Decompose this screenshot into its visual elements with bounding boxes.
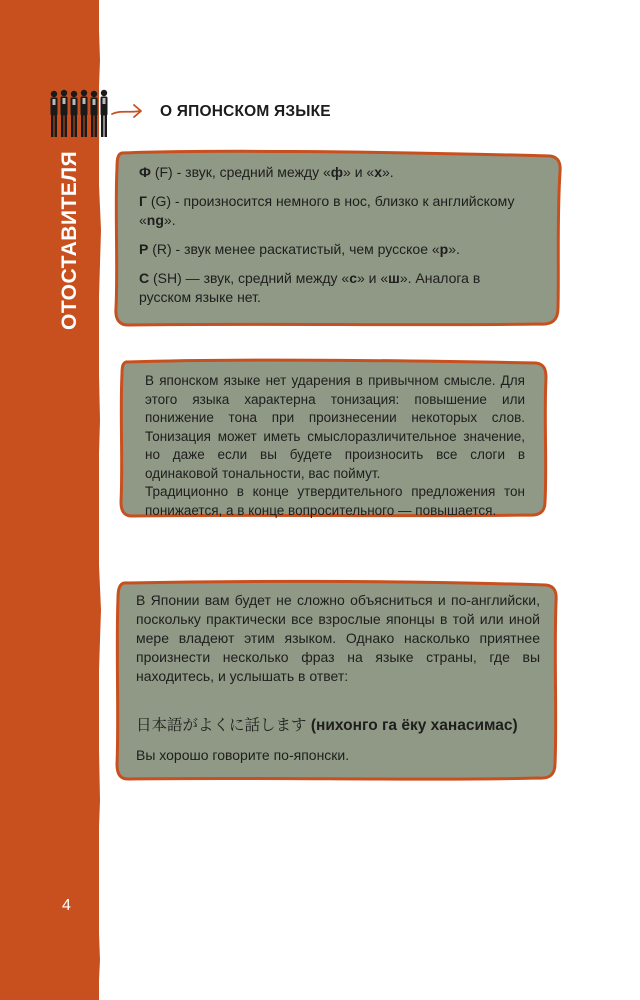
sound-sh: С (SH) — звук, средний между «с» и «ш». Аналога в русском языке нет. (139, 270, 481, 305)
sounds-card (112, 148, 564, 330)
side-band-edge (0, 0, 110, 1000)
sound-r: Р (R) - звук менее раскатистый, чем русское «р». (139, 241, 460, 257)
stress-paragraph: В японском языке нет ударения в привычном смысле. Для этого языка характерна тонизация: повышение или понижение тона при произнесении некоторых слов. Тонизация может иметь смыслоразличительное значение, но даже если вы будете произносить все слоги в одинаковой тональности, вас поймут. (145, 373, 525, 481)
sound-g: Г (G) - произносится немного в нос, близко к английскому «ng». (139, 193, 515, 228)
page-number: 4 (62, 897, 71, 914)
japanese-phrase: 日本語がよくに話します (нихонго га ёку ханасимас) (136, 716, 518, 734)
arrow-right-icon (110, 100, 146, 122)
phrase-translation: Вы хорошо говорите по-японски. (136, 747, 350, 763)
group-of-people-icon (48, 88, 110, 140)
phrase-card (114, 578, 560, 784)
phrase-intro: В Японии вам будет не сложно объясниться и по-английски, поскольку практически все взрослые японцы в той или иной мере владеют этим языком. Однако насколько приятнее произнести несколько фраз на языке страны, где вы находитесь, и услышать в ответ: (136, 592, 540, 684)
page-title: О ЯПОНСКОМ ЯЗЫКЕ (160, 103, 331, 120)
stress-card (118, 356, 550, 520)
sound-f: Ф (F) - звук, средний между «ф» и «х». (139, 164, 394, 180)
intonation-paragraph: Традиционно в конце утвердительного предложения тон понижается, а в конце вопросительного — повышается. (145, 484, 525, 518)
sidebar-title: ОТОСТАВИТЕЛЯ (58, 150, 81, 330)
